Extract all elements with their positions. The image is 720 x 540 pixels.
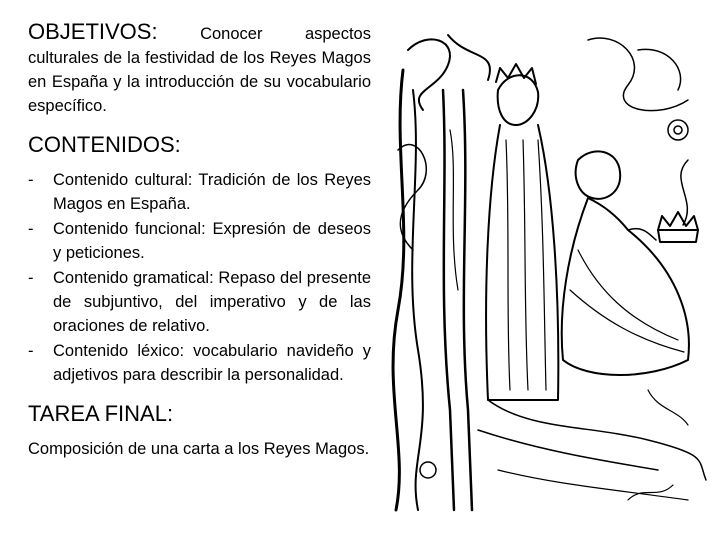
objetivos-first-line xyxy=(28,20,371,46)
objetivos-word-1: Conocer xyxy=(200,25,263,43)
objetivos-text: culturales de la festividad de los Reyes Magos en España y la introducción de su vocabulario específico. xyxy=(28,49,371,115)
tarea-final-text: Composición de una carta a los Reyes Magos. xyxy=(28,440,370,458)
tarea-final-heading: TAREA FINAL: xyxy=(28,401,174,426)
list-item-text: Contenido gramatical: Repaso del presente de subjuntivo, del imperativo y de las oraciones de relativo. xyxy=(53,269,371,335)
list-item-text: Contenido léxico: vocabulario navideño y adjetivos para describir la personalidad. xyxy=(53,342,371,384)
text-column xyxy=(28,12,371,461)
list-item xyxy=(28,217,371,265)
contenidos-list xyxy=(28,168,371,387)
list-item xyxy=(28,266,371,338)
bullet-dash: - xyxy=(28,269,34,287)
list-item xyxy=(28,339,371,387)
contenidos-section xyxy=(28,132,371,387)
tarea-final-section xyxy=(28,401,371,461)
list-item-text: Contenido cultural: Tradición de los Reyes Magos en España. xyxy=(53,171,371,213)
reyes-magos-illustration xyxy=(388,30,710,518)
bullet-dash: - xyxy=(28,342,34,360)
objetivos-heading: OBJETIVOS: xyxy=(28,19,158,44)
bullet-dash: - xyxy=(28,220,34,238)
objetivos-word-2: aspectos xyxy=(304,25,371,43)
bullet-dash: - xyxy=(28,171,34,189)
list-item-text: Contenido funcional: Expresión de deseos y peticiones. xyxy=(53,220,371,262)
list-item xyxy=(28,168,371,216)
contenidos-heading: CONTENIDOS: xyxy=(28,132,181,157)
illustration-drawing xyxy=(388,30,710,518)
